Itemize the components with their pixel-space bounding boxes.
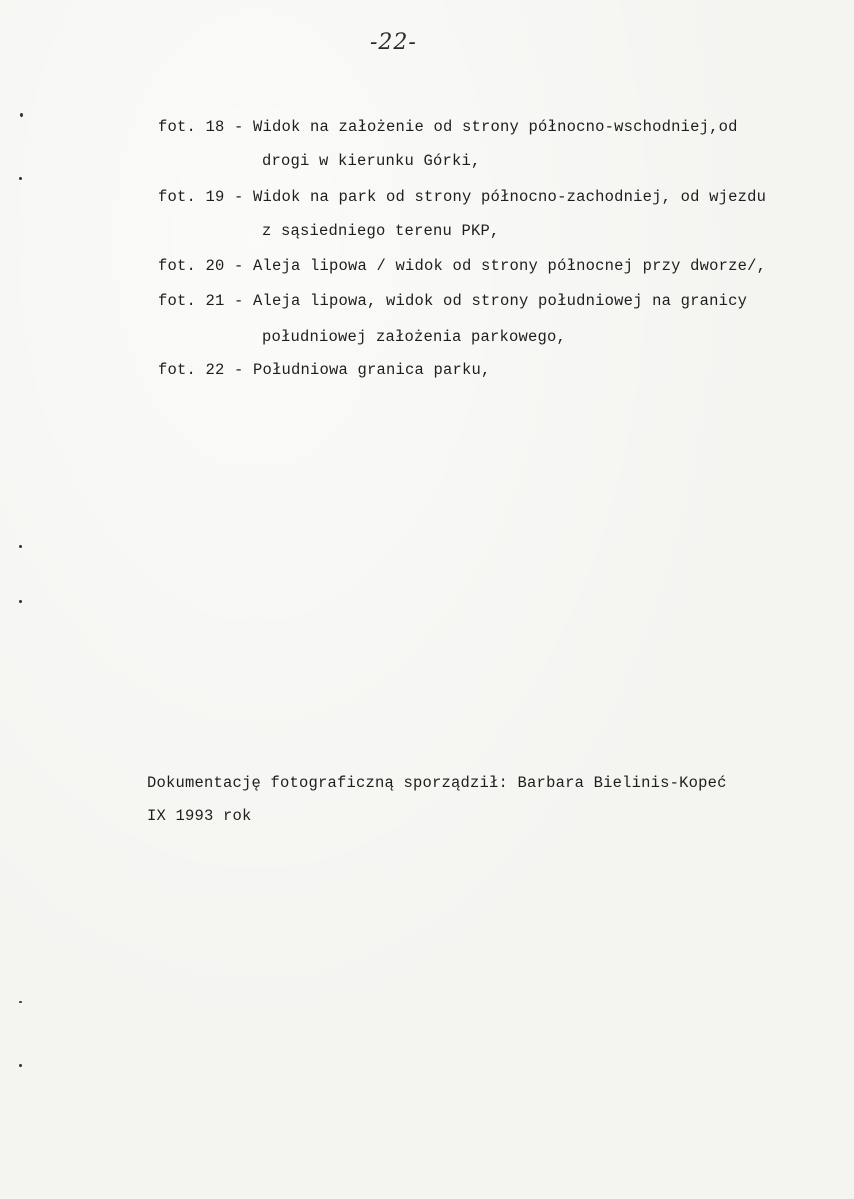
photo-entry-21-line2: południowej założenia parkowego, xyxy=(262,328,567,346)
scan-speck xyxy=(19,177,22,180)
scan-speck xyxy=(19,1001,22,1003)
photo-entry-19-line1: fot. 19 - Widok na park od strony północno-zachodniej, od wjezdu xyxy=(158,188,767,206)
photo-entry-18-line1: fot. 18 - Widok na założenie od strony północno-wschodniej,od xyxy=(158,118,738,136)
author-statement: Dokumentację fotograficzną sporządził: Barbara Bielinis-Kopeć xyxy=(147,774,727,792)
scan-speck xyxy=(19,1064,22,1067)
photo-entry-22-line1: fot. 22 - Południowa granica parku, xyxy=(158,361,491,379)
photo-entry-20-line1: fot. 20 - Aleja lipowa / widok od strony północnej przy dworze/, xyxy=(158,257,767,275)
date-line: IX 1993 rok xyxy=(147,807,252,825)
page-number: -22- xyxy=(370,30,417,55)
scan-speck xyxy=(19,545,22,548)
photo-entry-18-line2: drogi w kierunku Górki, xyxy=(262,152,481,170)
photo-entry-21-line1: fot. 21 - Aleja lipowa, widok od strony południowej na granicy xyxy=(158,292,748,310)
photo-entry-19-line2: z sąsiedniego terenu PKP, xyxy=(262,222,500,240)
scan-speck xyxy=(19,600,22,603)
scan-speck xyxy=(20,113,23,117)
